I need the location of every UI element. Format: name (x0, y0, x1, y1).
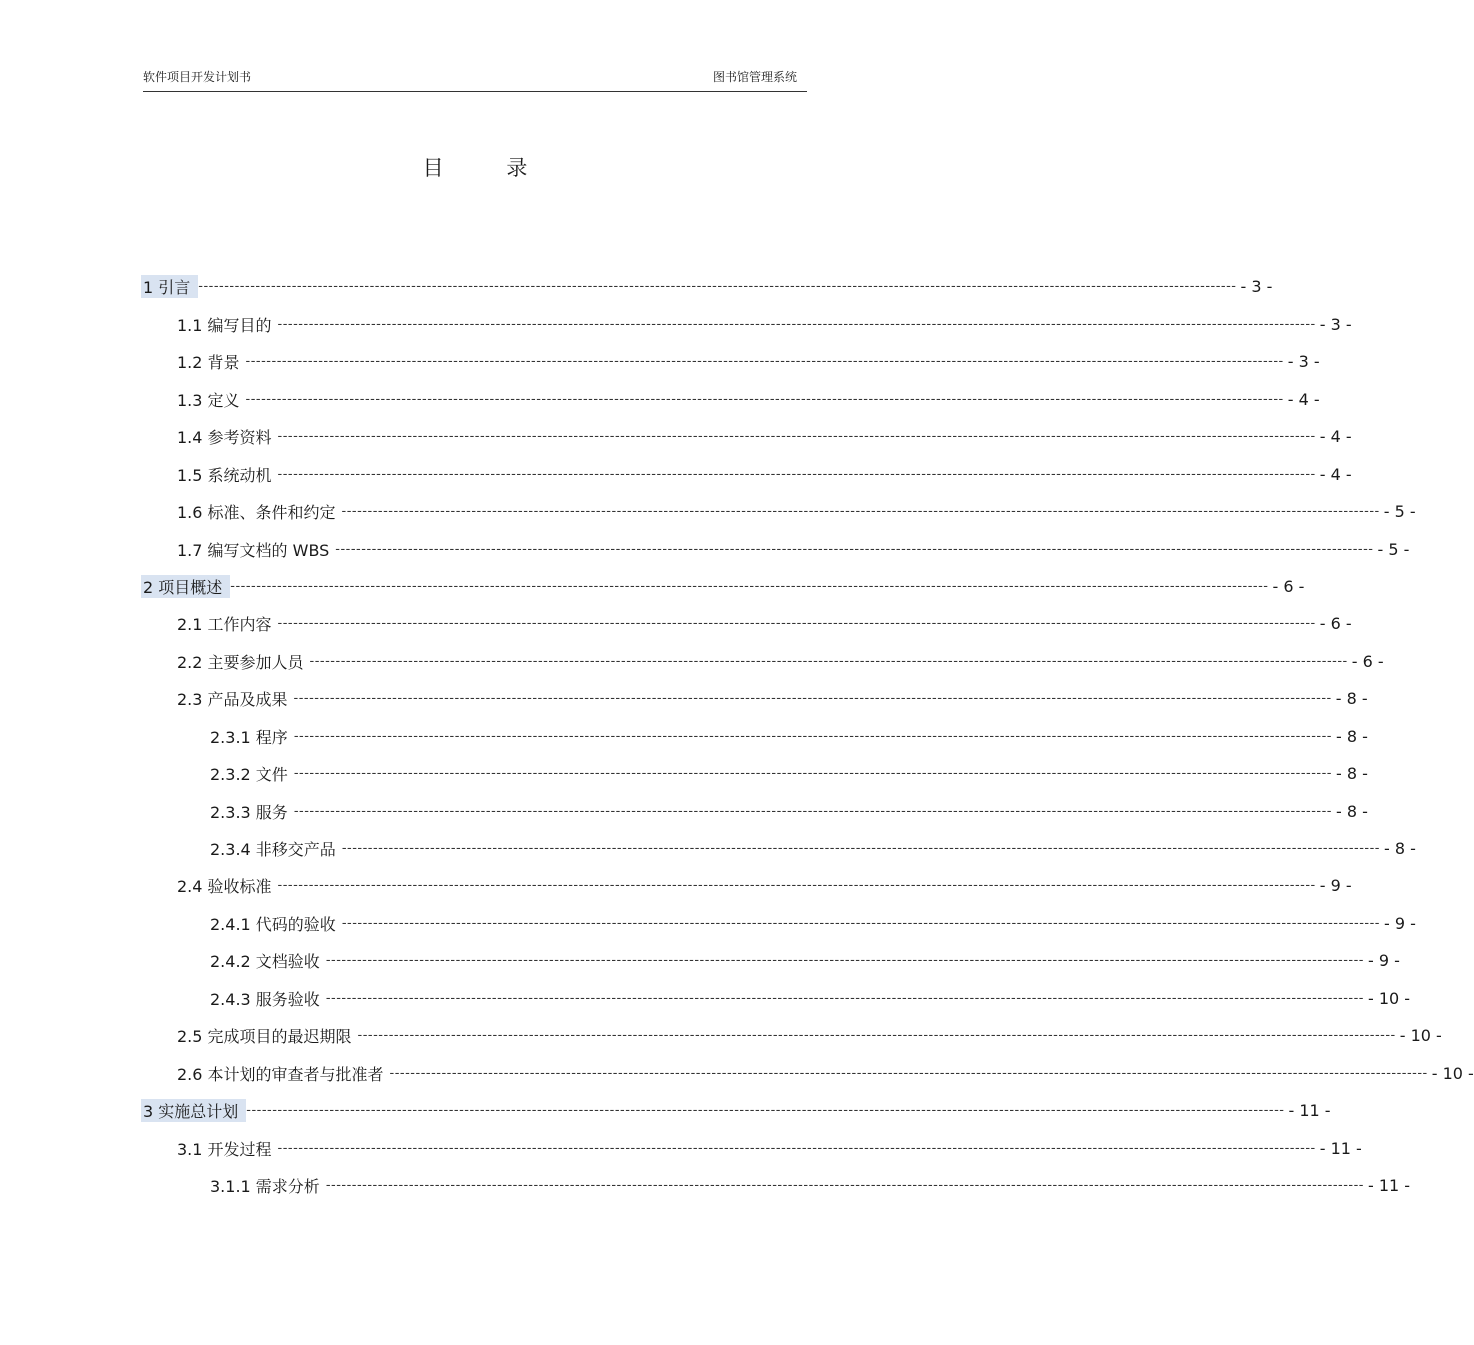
toc-dot-leader: -------------------------------------------------------------------------------------------------------------------------------------------------------------------------------------------------------- (245, 353, 1284, 369)
toc-entry-page: - 8 - (1336, 801, 1368, 821)
toc-entry-page: - 10 - (1431, 1063, 1474, 1083)
toc-entry[interactable] (177, 686, 1368, 710)
toc-entry-page: - 9 - (1368, 950, 1400, 970)
toc-entry-label: 2.3.3 服务 (210, 802, 288, 822)
toc-dot-leader: -------------------------------------------------------------------------------------------------------------------------------------------------------------------------------------------------------- (198, 278, 1237, 294)
toc-entry-label: 2 项目概述 (141, 575, 230, 598)
toc-entry-page: - 9 - (1384, 913, 1416, 933)
toc-dot-leader: -------------------------------------------------------------------------------------------------------------------------------------------------------------------------------------------------------- (245, 391, 1284, 407)
toc-dot-leader: -------------------------------------------------------------------------------------------------------------------------------------------------------------------------------------------------------- (325, 1177, 1364, 1193)
toc-title: 目 录 (422, 156, 556, 180)
toc-dot-leader: -------------------------------------------------------------------------------------------------------------------------------------------------------------------------------------------------------- (325, 990, 1364, 1006)
toc-entry-label: 1.6 标准、条件和约定 (177, 502, 336, 522)
toc-entry[interactable] (210, 911, 1416, 935)
toc-entry[interactable] (210, 761, 1368, 785)
toc-entry[interactable] (177, 1136, 1362, 1160)
toc-entry-page: - 6 - (1319, 613, 1352, 633)
toc-entry-label: 1.4 参考资料 (177, 427, 272, 447)
toc-entry-label: 2.4.2 文档验收 (210, 951, 320, 971)
toc-dot-leader: -------------------------------------------------------------------------------------------------------------------------------------------------------------------------------------------------------- (341, 503, 1380, 519)
toc-entry[interactable] (177, 424, 1352, 448)
toc-entry[interactable] (177, 499, 1416, 523)
toc-entry-label: 1.1 编写目的 (177, 315, 272, 335)
toc-entry[interactable] (177, 349, 1320, 373)
toc-dot-leader: -------------------------------------------------------------------------------------------------------------------------------------------------------------------------------------------------------- (293, 765, 1332, 781)
toc-entry[interactable] (177, 537, 1410, 561)
toc-entry-page: - 9 - (1319, 875, 1352, 895)
toc-entry-label: 3.1 开发过程 (177, 1139, 272, 1159)
toc-entry[interactable] (210, 1173, 1411, 1197)
toc-entry-page: - 4 - (1319, 464, 1352, 484)
toc-entry[interactable] (141, 274, 1273, 298)
toc-entry[interactable] (177, 387, 1320, 411)
toc-entry[interactable] (141, 574, 1305, 598)
toc-entry-label: 2.1 工作内容 (177, 614, 272, 634)
toc-entry-label: 3 实施总计划 (141, 1099, 246, 1122)
toc-entry-label: 2.3.1 程序 (210, 727, 288, 747)
toc-dot-leader: -------------------------------------------------------------------------------------------------------------------------------------------------------------------------------------------------------- (309, 653, 1348, 669)
toc-dot-leader: -------------------------------------------------------------------------------------------------------------------------------------------------------------------------------------------------------- (293, 728, 1332, 744)
toc-entry-page: - 3 - (1287, 351, 1320, 371)
toc-dot-leader: -------------------------------------------------------------------------------------------------------------------------------------------------------------------------------------------------------- (277, 1140, 1316, 1156)
toc-entry-label: 2.2 主要参加人员 (177, 652, 304, 672)
toc-dot-leader: -------------------------------------------------------------------------------------------------------------------------------------------------------------------------------------------------------- (293, 803, 1332, 819)
toc-dot-leader: -------------------------------------------------------------------------------------------------------------------------------------------------------------------------------------------------------- (277, 877, 1316, 893)
toc-entry-label: 2.4.3 服务验收 (210, 989, 320, 1009)
toc-entry-label: 2.6 本计划的审查者与批准者 (177, 1064, 384, 1084)
toc-entry[interactable] (177, 873, 1352, 897)
toc-entry-page: - 8 - (1335, 688, 1368, 708)
toc-entry-label: 1.5 系统动机 (177, 465, 272, 485)
header-doc-title: 软件项目开发计划书 (143, 70, 252, 84)
toc-entry-page: - 4 - (1287, 389, 1320, 409)
toc-dot-leader: -------------------------------------------------------------------------------------------------------------------------------------------------------------------------------------------------------- (246, 1102, 1285, 1118)
toc-entry[interactable] (177, 312, 1352, 336)
toc-entry-label: 1.2 背景 (177, 352, 240, 372)
toc-dot-leader: -------------------------------------------------------------------------------------------------------------------------------------------------------------------------------------------------------- (341, 840, 1380, 856)
header-system-name: 图书馆管理系统 (712, 70, 797, 84)
toc-entry-page: - 10 - (1368, 988, 1411, 1008)
toc-entry-page: - 11 - (1288, 1100, 1331, 1120)
toc-entry[interactable] (210, 986, 1411, 1010)
toc-dot-leader: -------------------------------------------------------------------------------------------------------------------------------------------------------------------------------------------------------- (230, 578, 1269, 594)
toc-entry[interactable] (210, 799, 1368, 823)
toc-entry-label: 2.3 产品及成果 (177, 689, 288, 709)
toc-entry-label: 1.7 编写文档的 WBS (177, 540, 330, 560)
toc-entry-page: - 11 - (1368, 1175, 1411, 1195)
toc-entry-page: - 6 - (1272, 576, 1305, 596)
toc-entry-label: 2.4 验收标准 (177, 876, 272, 896)
toc-entry[interactable] (210, 836, 1416, 860)
toc-entry-page: - 10 - (1399, 1025, 1442, 1045)
toc-entry-page: - 3 - (1240, 276, 1273, 296)
toc-entry-page: - 8 - (1336, 763, 1368, 783)
toc-entry-page: - 4 - (1319, 426, 1352, 446)
toc-entry-label: 2.4.1 代码的验收 (210, 914, 336, 934)
toc-entry-page: - 11 - (1319, 1138, 1362, 1158)
toc-entry[interactable] (177, 649, 1384, 673)
toc-entry-label: 1.3 定义 (177, 390, 240, 410)
toc-entry-page: - 5 - (1383, 501, 1416, 521)
toc-entry-label: 3.1.1 需求分析 (210, 1176, 320, 1196)
toc-entry-label: 2.3.2 文件 (210, 764, 288, 784)
toc-dot-leader: -------------------------------------------------------------------------------------------------------------------------------------------------------------------------------------------------------- (277, 428, 1316, 444)
toc-entry-page: - 8 - (1336, 726, 1368, 746)
toc-entry-page: - 8 - (1384, 838, 1416, 858)
toc-dot-leader: -------------------------------------------------------------------------------------------------------------------------------------------------------------------------------------------------------- (277, 615, 1316, 631)
toc-entry[interactable] (177, 1061, 1474, 1085)
toc-dot-leader: -------------------------------------------------------------------------------------------------------------------------------------------------------------------------------------------------------- (341, 915, 1380, 931)
toc-dot-leader: -------------------------------------------------------------------------------------------------------------------------------------------------------------------------------------------------------- (277, 316, 1316, 332)
toc-entry-page: - 6 - (1351, 651, 1384, 671)
toc-entry[interactable] (210, 724, 1368, 748)
toc-entry[interactable] (177, 1023, 1442, 1047)
toc-entry[interactable] (141, 1098, 1331, 1122)
toc-entry-label: 1 引言 (141, 275, 198, 298)
toc-dot-leader: -------------------------------------------------------------------------------------------------------------------------------------------------------------------------------------------------------- (325, 952, 1364, 968)
toc-dot-leader: -------------------------------------------------------------------------------------------------------------------------------------------------------------------------------------------------------- (335, 541, 1374, 557)
toc-entry-label: 2.3.4 非移交产品 (210, 839, 336, 859)
toc-dot-leader: -------------------------------------------------------------------------------------------------------------------------------------------------------------------------------------------------------- (389, 1065, 1428, 1081)
toc-entry-page: - 5 - (1377, 539, 1410, 559)
toc-dot-leader: -------------------------------------------------------------------------------------------------------------------------------------------------------------------------------------------------------- (277, 466, 1316, 482)
toc-dot-leader: -------------------------------------------------------------------------------------------------------------------------------------------------------------------------------------------------------- (357, 1027, 1396, 1043)
toc-entry-label: 2.5 完成项目的最迟期限 (177, 1026, 352, 1046)
toc-dot-leader: -------------------------------------------------------------------------------------------------------------------------------------------------------------------------------------------------------- (293, 690, 1332, 706)
toc-entry[interactable] (210, 948, 1400, 972)
toc-entry[interactable] (177, 611, 1352, 635)
toc-entry[interactable] (177, 462, 1352, 486)
toc-entry-page: - 3 - (1319, 314, 1352, 334)
